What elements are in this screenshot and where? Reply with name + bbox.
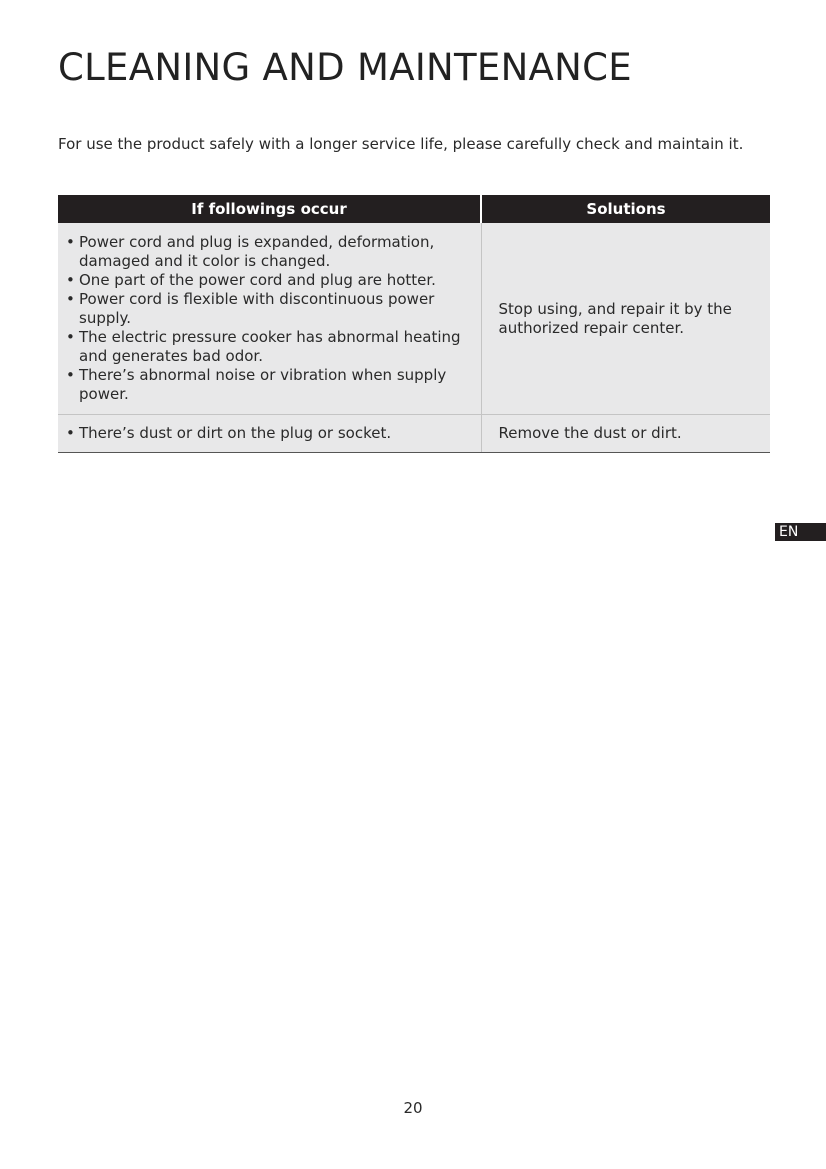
bullet-icon: • <box>66 290 75 308</box>
table-row <box>58 415 770 453</box>
condition-text: There’s dust or dirt on the plug or socket. <box>79 424 392 442</box>
table-header-row <box>58 195 770 223</box>
condition-text: Power cord is flexible with discontinuous power supply. <box>79 290 435 327</box>
table-row <box>58 223 770 415</box>
conditions-cell <box>58 415 481 453</box>
solution-cell: Stop using, and repair it by the authorized repair center. <box>481 223 770 415</box>
solution-cell: Remove the dust or dirt. <box>481 415 770 453</box>
header-conditions: If followings occur <box>58 195 481 223</box>
condition-text: Power cord and plug is expanded, deformation, damaged and it color is changed. <box>79 233 435 270</box>
header-solutions: Solutions <box>481 195 770 223</box>
troubleshooting-table <box>58 195 770 453</box>
page-number: 20 <box>403 1099 423 1117</box>
list-item <box>66 366 475 404</box>
list-item <box>66 290 475 328</box>
list-item <box>66 271 475 290</box>
page-title: CLEANING AND MAINTENANCE <box>58 46 632 89</box>
list-item <box>66 328 475 366</box>
language-tab: EN <box>775 523 826 541</box>
bullet-icon: • <box>66 271 75 289</box>
bullet-icon: • <box>66 366 75 384</box>
conditions-list <box>66 424 475 443</box>
intro-paragraph: For use the product safely with a longer service life, please carefully check and maintain it. <box>58 135 744 153</box>
list-item <box>66 233 475 271</box>
condition-text: There’s abnormal noise or vibration when supply power. <box>79 366 447 403</box>
bullet-icon: • <box>66 233 75 251</box>
bullet-icon: • <box>66 328 75 346</box>
bullet-icon: • <box>66 424 75 442</box>
conditions-list <box>66 233 475 404</box>
condition-text: The electric pressure cooker has abnormal heating and generates bad odor. <box>79 328 461 365</box>
conditions-cell <box>58 223 481 415</box>
list-item <box>66 424 475 443</box>
condition-text: One part of the power cord and plug are hotter. <box>79 271 436 289</box>
